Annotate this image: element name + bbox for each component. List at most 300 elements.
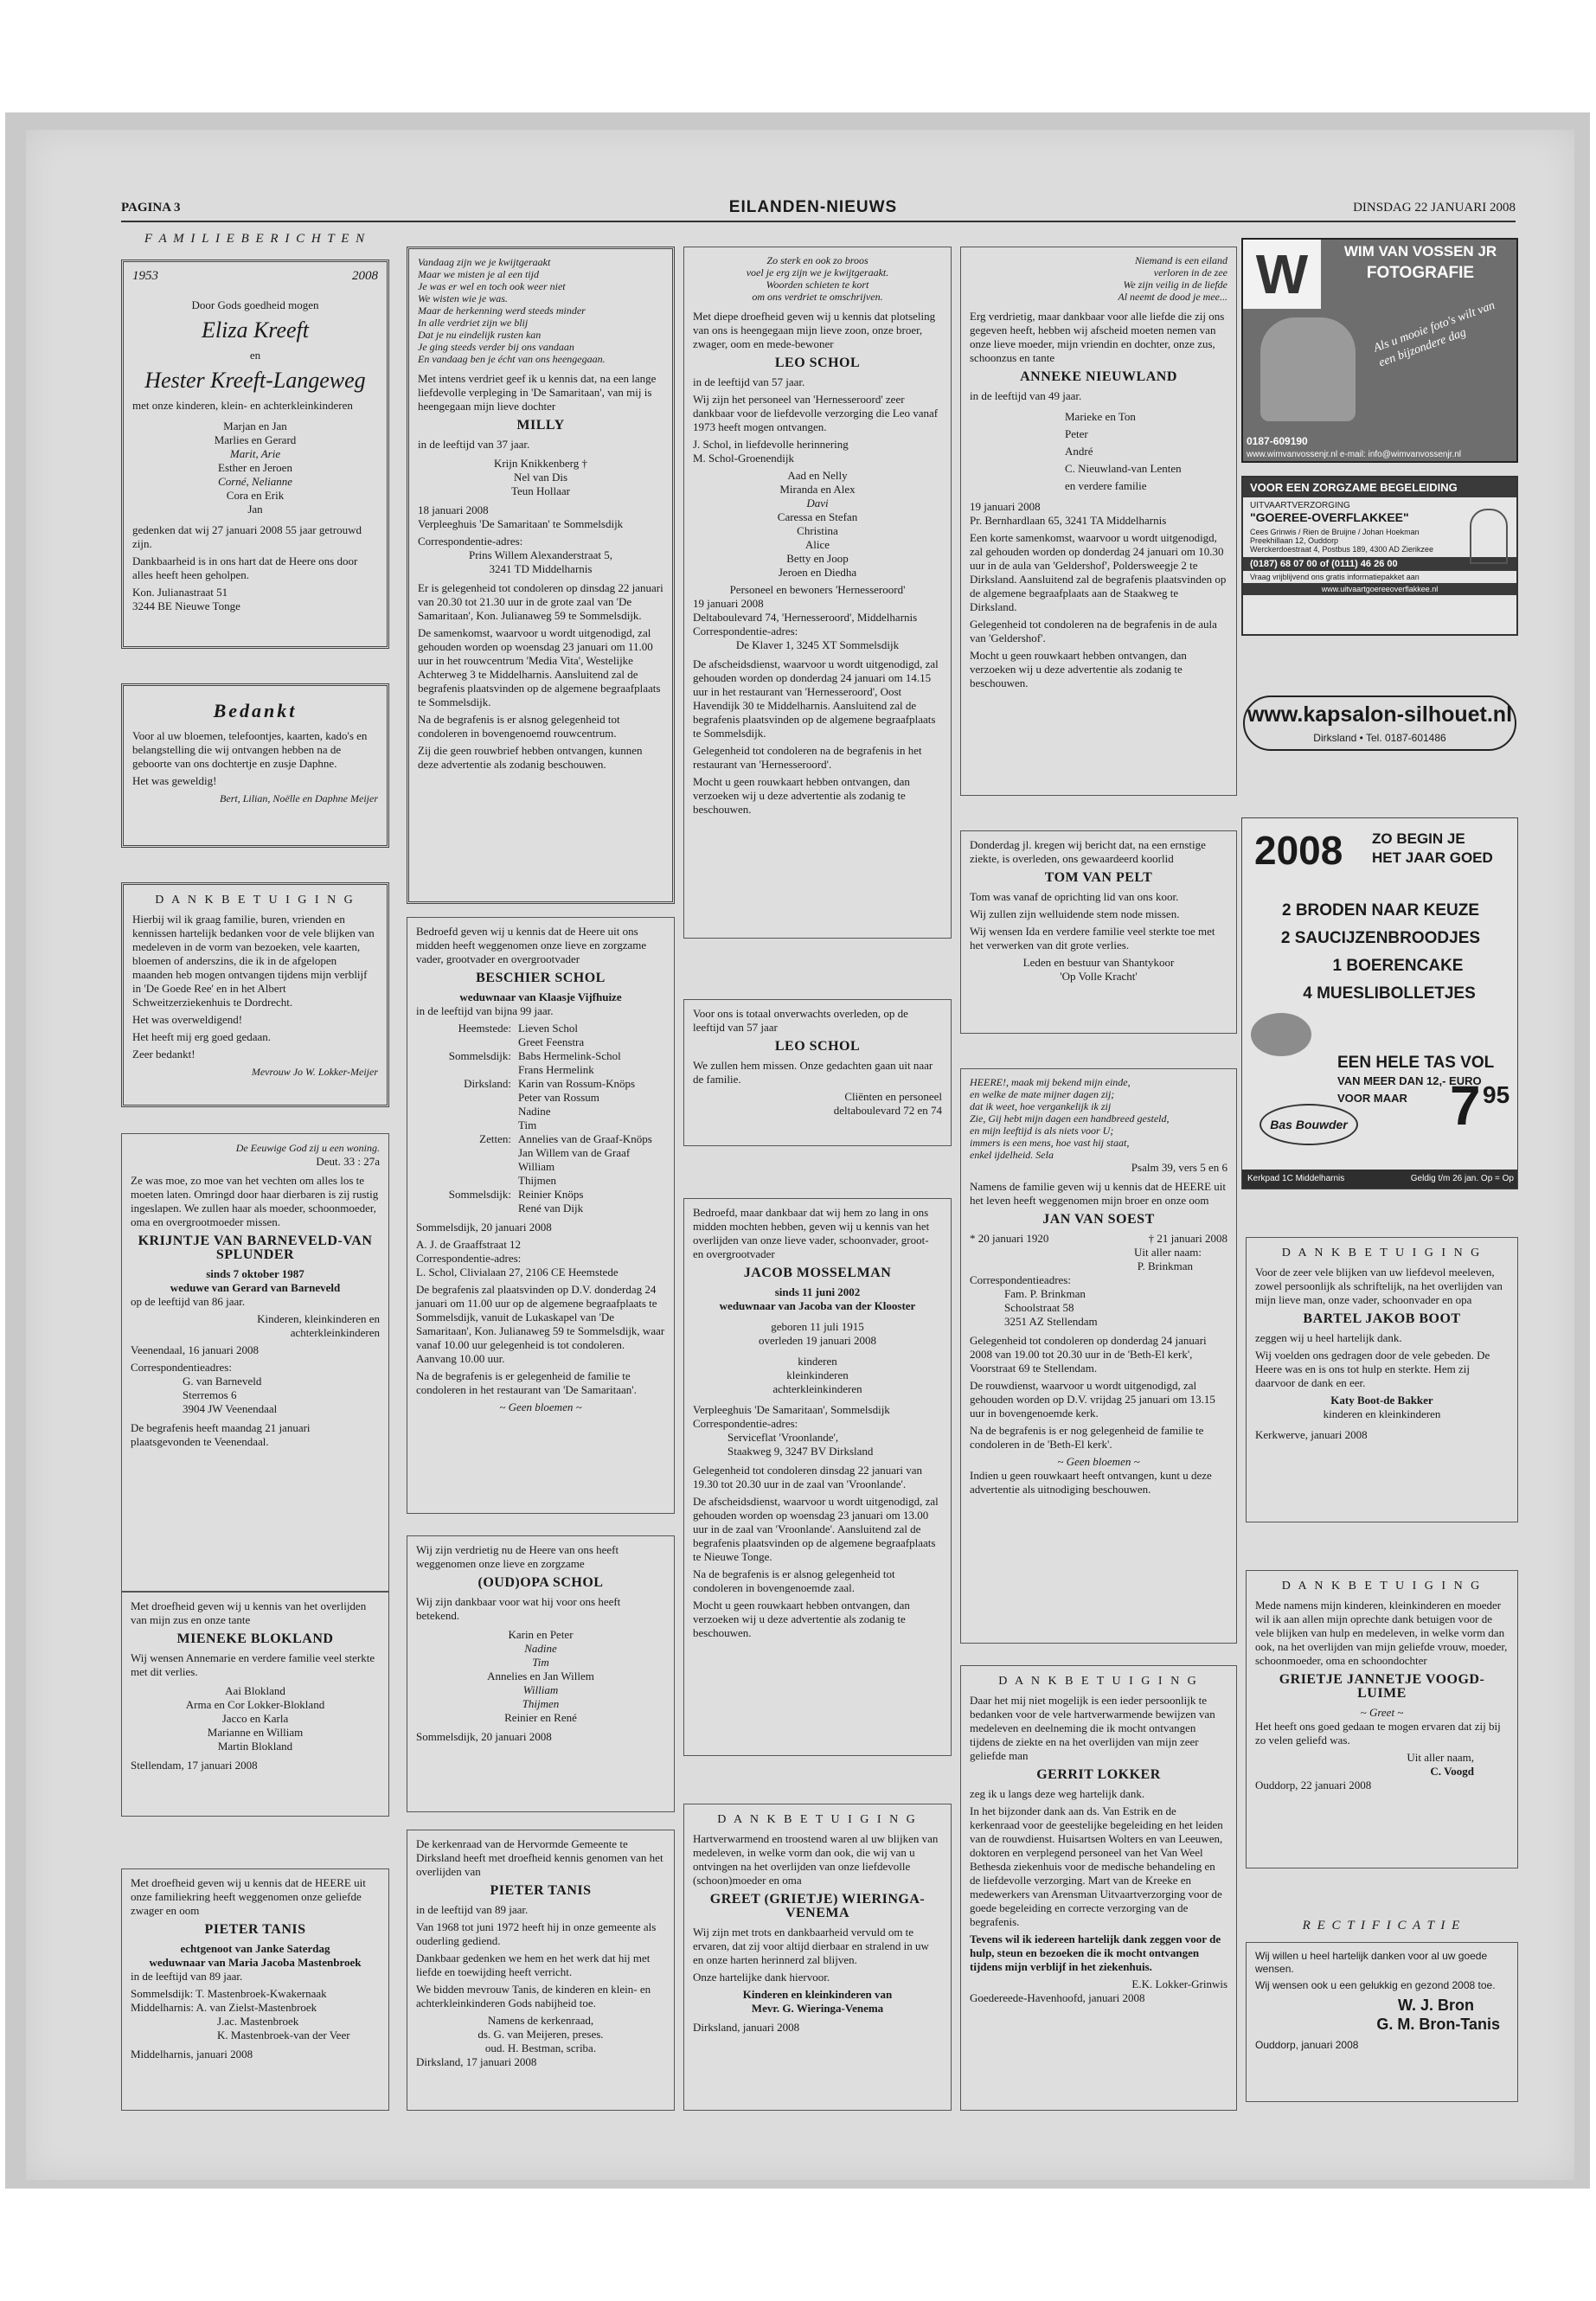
family-member: René van Dijk xyxy=(518,1202,584,1215)
family-line: Martin Blokland xyxy=(217,1740,293,1753)
place: Sommelsdijk, 20 januari 2008 xyxy=(416,1221,552,1234)
text-3: Onze hartelijke dank hiervoor. xyxy=(693,1971,830,1984)
text-1: met onze kinderen, klein- en achterkleinkinderen xyxy=(132,399,353,412)
text-2: Het was overweldigend! xyxy=(132,1013,243,1026)
text-3: Wij voelden ons gedragen door de vele gebeden. De Heere was en is ons tot hulp en sterkte. Hem zij daarvoor de dank en eer. xyxy=(1255,1349,1490,1389)
text-2: Het was geweldig! xyxy=(132,774,217,787)
sign-line: Mevr. G. Wieringa-Venema xyxy=(751,2002,884,2015)
rectificatie-title: R E C T I F I C A T I E xyxy=(1302,1919,1462,1932)
sign-line: deltaboulevard 72 en 74 xyxy=(833,1104,942,1117)
notice-rectificatie xyxy=(1246,1942,1518,2102)
family-member: Annelies van de Graaf-Knöps xyxy=(518,1132,652,1145)
age: op de leeftijd van 86 jaar. xyxy=(131,1295,246,1308)
family-line: achterkleinkinderen xyxy=(772,1382,862,1395)
poem-line: Je was er wel en toch ook weer niet xyxy=(418,280,566,292)
family-place: Dirksland: xyxy=(464,1077,511,1090)
place: Pr. Bernhardlaan 65, 3241 TA Middelharnis xyxy=(970,514,1167,527)
notice-bedankt xyxy=(121,683,389,848)
died: overleden 19 januari 2008 xyxy=(758,1334,877,1347)
family-line: Peter xyxy=(1065,427,1088,440)
family-line: Nel van Dis xyxy=(513,471,568,484)
brand-line-1: WIM VAN VOSSEN JR xyxy=(1343,243,1497,260)
family-row xyxy=(416,1049,665,1063)
family-member: Jan Willem van de Graaf xyxy=(518,1146,631,1159)
address: Kon. Julianastraat 51 xyxy=(132,586,228,599)
text-4: Zeer bedankt! xyxy=(132,1048,195,1061)
sign-line: 'Op Volle Kracht' xyxy=(1060,970,1138,983)
page-number: PAGINA 3 xyxy=(121,201,181,215)
name: GREET (GRIETJE) WIERINGA-VENEMA xyxy=(709,1892,926,1920)
quote: De Eeuwige God zij u een woning. xyxy=(235,1142,380,1154)
sign-line: C. Voogd xyxy=(1430,1765,1474,1778)
thanks: Zij die geen rouwbrief hebben ontvangen, kunnen deze advertentie als zodanig beschouwen. xyxy=(418,744,643,771)
age: in de leeftijd van 49 jaar. xyxy=(970,389,1082,402)
offer-item: 2 BRODEN NAAR KEUZE xyxy=(1281,901,1480,920)
validity: Geldig t/m 26 jan. Op = Op xyxy=(1410,1174,1514,1183)
section-title: F A M I L I E B E R I C H T E N xyxy=(144,232,367,246)
name: TOM VAN PELT xyxy=(1044,870,1153,885)
thanks: Mocht u geen rouwkaart hebben ontvangen, dan verzoeken wij u deze advertentie als zodanig te beschouwen. xyxy=(970,649,1187,689)
company-name: "GOEREE-OVERFLAKKEE" xyxy=(1250,510,1409,524)
sign-line: Uit aller naam, xyxy=(1407,1751,1474,1764)
name: (OUD)OPA SCHOL xyxy=(478,1575,604,1590)
text: Bedroefd, maar dankbaar dat wij hem zo lang in ons midden mochten hebben, geven wij u kennis van het overlijden van onze lieve vader, schoonvader, groot- en overgrootvader xyxy=(693,1206,930,1260)
family-line: Aad en Nelly xyxy=(787,469,848,482)
intro: Door Gods goedheid mogen xyxy=(191,298,319,311)
ad-subtitle: UITVAARTVERZORGING xyxy=(1250,501,1350,510)
text: Ze was moe, zo moe van het vechten om alles los te moeten laten. Omringd door haar dierbaren is zij rustig ingeslapen. We zullen haar als moeder, schoonmoeder, oma en overgrootmoeder missen. xyxy=(131,1174,379,1228)
offer-item: 2 SAUCIJZENBROODJES xyxy=(1280,929,1481,947)
text: Met diepe droefheid geven wij u kennis dat plotseling van ons is heengegaan mijn lieve zoon, onze broer, zwager, oom en mede-bewoner xyxy=(693,310,936,350)
after: Na de begrafenis is er alsnog gelegenheid tot condoleren in bovengenoemde zaal. xyxy=(693,1567,895,1594)
after: Na de begrafenis is er alsnog gelegenheid tot condoleren in bovengenoemd rouwcentrum. xyxy=(418,713,620,740)
sign-line: Katy Boot-de Bakker xyxy=(1330,1394,1433,1407)
text-4: Tevens wil ik iedereen hartelijk dank zeggen voor de hulp, steun en bezoeken die ik mocht ontvangen tijdens mijn verblijf in het ziekenhuis. xyxy=(970,1932,1221,1973)
family-line: J.ac. Mastenbroek xyxy=(217,2015,299,2028)
family-line: Esther en Jeroen xyxy=(218,461,292,474)
poem-line: Woorden schieten te kort xyxy=(766,279,869,291)
family-member: Greet Feenstra xyxy=(518,1035,585,1048)
place: Deltaboulevard 74, 'Hernesseroord', Middelharnis xyxy=(693,611,918,624)
notice-lokker xyxy=(960,1665,1237,2111)
brand-line-2: FOTOGRAFIE xyxy=(1366,264,1475,282)
since: sinds 7 oktober 1987 xyxy=(206,1267,304,1280)
sign-line: oud. H. Bestman, scriba. xyxy=(484,2041,597,2054)
corr-line: Prins Willem Alexanderstraat 5, xyxy=(468,548,613,561)
name: BESCHIER SCHOL xyxy=(476,971,606,985)
condolence: Gelegenheid tot condoleren na de begrafenis in de aula van 'Geldershof'. xyxy=(970,618,1217,644)
corr-line: 3251 AZ Stellendam xyxy=(1004,1315,1098,1328)
corr-line: De Klaver 1, 3245 XT Sommelsdijk xyxy=(735,638,900,651)
ad-title: VOOR EEN ZORGZAME BEGELEIDING xyxy=(1243,478,1516,497)
age: in de leeftijd van 89 jaar. xyxy=(131,1970,243,1983)
family-row xyxy=(416,1105,665,1118)
family-line: Marieke en Ton xyxy=(1065,410,1136,423)
family-line: Jeroen en Diedha xyxy=(778,566,857,579)
text: Wij willen u heel hartelijk danken voor al uw goede wensen. xyxy=(1255,1950,1488,1975)
age: in de leeftijd van 37 jaar. xyxy=(418,438,530,451)
condolence: Gelegenheid tot condoleren dinsdag 22 januari van 19.30 tot 20.30 uur in de zaal van 'Vroonlande'. xyxy=(693,1464,922,1490)
text-2: Van 1968 tot juni 1972 heeft hij in onze gemeente als ouderling gediend. xyxy=(416,1920,657,1947)
family-line: Tim xyxy=(532,1656,549,1669)
family-line: Jacco en Karla xyxy=(221,1712,289,1725)
header-rule xyxy=(121,221,1516,222)
family-member: Nadine xyxy=(518,1105,551,1118)
text-2: zeggen wij u heel hartelijk dank. xyxy=(1255,1331,1402,1344)
text: Voor de zeer vele blijken van uw liefdevol meeleven, zowel persoonlijk als schriftelijk, na het overlijden van mijn lieve man, onze vader, schoonvader en opa xyxy=(1255,1266,1503,1306)
thanks: Indien u geen rouwkaart heeft ontvangen, kunt u deze advertentie als uitnodiging beschouwen. xyxy=(970,1469,1212,1496)
condolence: Gelegenheid tot condoleren op donderdag 24 januari 2008 van 19.00 tot 20.30 uur in de 'Beth-El kerk', Voorstraat 69 te Stellendam. xyxy=(970,1334,1207,1375)
sign-line: Cliënten en personeel xyxy=(844,1090,942,1103)
name: KRIJNTJE VAN BARNEVELD-VAN SPLUNDER xyxy=(138,1234,373,1262)
lamp-icon xyxy=(1470,509,1508,564)
family-line: kinderen xyxy=(798,1355,837,1368)
notice-leo-schol-clients xyxy=(683,999,952,1146)
staff: Personeel en bewoners 'Hernesseroord' xyxy=(729,583,906,596)
text: Met intens verdriet geef ik u kennis dat, na een lange liefdevolle verpleging in 'De Samaritaan', van mij is heengegaan mijn lieve dochter xyxy=(418,372,657,413)
text: Wij zijn verdrietig nu de Heere van ons heeft weggenomen onze lieve en zorgzame xyxy=(416,1543,619,1570)
notice-nieuwland xyxy=(960,247,1237,796)
text-2: Wij zijn dankbaar voor wat hij voor ons heeft betekend. xyxy=(416,1595,621,1622)
name: PIETER TANIS xyxy=(490,1883,592,1898)
sign-line: ds. G. van Meijeren, preses. xyxy=(478,2028,604,2041)
name: GERRIT LOKKER xyxy=(1036,1767,1161,1782)
poem-line: Maar we misten je al een tijd xyxy=(418,268,539,280)
text-3: Dankbaarheid is in ons hart dat de Heere ons door alles heeft heen geholpen. xyxy=(132,554,358,581)
condolence: Gelegenheid tot condoleren na de begrafenis in het restaurant van 'Hernesseroord'. xyxy=(693,744,922,771)
born: geboren 11 juli 1915 xyxy=(771,1320,864,1333)
poem-line: Zo sterk en ook zo broos xyxy=(766,254,869,266)
family-row xyxy=(416,1188,665,1202)
corr-label: Correspondentieadres: xyxy=(131,1361,232,1374)
name: GRIETJE JANNETJE VOOGD-LUIME xyxy=(1279,1672,1485,1701)
funeral: De begrafenis zal plaatsvinden op D.V. donderdag 24 januari om 11.00 uur op de algemene begraafplaats te Sommelsdijk, vanuit de Lukaskapel van 'De Samaritaan', Kon. Julianaweg 59 te Sommelsdijk, waar vanaf 10.00 uur gelegenheid is tot condoleren. Aanvang 10.00 uur. xyxy=(416,1283,665,1365)
poem-line: enkel ijdelheid. Sela xyxy=(970,1149,1054,1161)
family-row xyxy=(416,1146,665,1160)
family-line: Aai Blokland xyxy=(225,1684,285,1697)
name-2: Hester Kreeft-Langeweg xyxy=(144,368,366,393)
text-2: Het heeft ons goed gedaan te mogen ervaren dat zij bij zo velen geliefd was. xyxy=(1255,1720,1501,1747)
since: sinds 11 juni 2002 xyxy=(774,1285,861,1298)
family-line: Middelharnis: A. van Zielst-Mastenbroek xyxy=(131,2001,317,2014)
notice-van-soest xyxy=(960,1068,1237,1644)
family-place xyxy=(416,1118,518,1132)
date: 19 januari 2008 xyxy=(693,597,764,610)
notice-milly xyxy=(407,247,675,904)
corr-label: Correspondentie-adres: xyxy=(693,1417,798,1430)
notice-mosselman xyxy=(683,1198,952,1756)
address: Kerkpad 1C Middelharnis xyxy=(1247,1174,1345,1183)
notice-dankbetuiging-meijer xyxy=(121,882,389,1107)
year-end: 2008 xyxy=(352,269,378,283)
slogan-2: HET JAAR GOED xyxy=(1372,849,1493,866)
family-place: Sommelsdijk: xyxy=(448,1188,511,1201)
notice-boot xyxy=(1246,1237,1518,1522)
text: Hierbij wil ik graag familie, buren, vrienden en kennissen hartelijk bedanken voor de vele blijken van medeleven in de vorm van bezoeken, vele kaarten, bloemen of anderszins, die ik in de afgelopen maanden heb mogen ontvangen tijdens mijn verblijf in 'De Goede Ree' en in het Albert Schweitzerziekenhuis te Dordrecht. xyxy=(132,913,375,1009)
family-line: J. Schol, in liefdevolle herinnering xyxy=(693,438,849,451)
notice-kreeft xyxy=(121,260,389,649)
text: Donderdag jl. kregen wij bericht dat, na een ernstige ziekte, is overleden, ons gewaardeerd koorlid xyxy=(970,838,1206,865)
text-2: Wij wensen ook u een gelukkig en gezond 2008 toe. xyxy=(1255,1979,1496,1991)
poem-line: Maar de herkenning werd steeds minder xyxy=(418,304,586,317)
name: JAN VAN SOEST xyxy=(1042,1212,1155,1227)
family-member: Reinier Knöps xyxy=(518,1188,584,1201)
family-member: William xyxy=(518,1160,555,1173)
website[interactable]: www.kapsalon-silhouet.nl xyxy=(1247,702,1513,727)
poem-line: Niemand is een eiland xyxy=(1135,254,1227,266)
family-line: C. Nieuwland-van Lenten xyxy=(1065,462,1182,475)
family-place xyxy=(416,1174,518,1188)
text: Mede namens mijn kinderen, kleinkinderen en moeder wil ik aan allen mijn oprechte dank betuigen voor de vele blijken van hulp en medeleven, in welke vorm dan ook, na het overlijden van mijn geliefde vrouw, moeder, schoonmoeder, oma en schoondochter xyxy=(1255,1599,1508,1667)
notice-barneveld xyxy=(121,1133,389,1592)
family-line: Cora en Erik xyxy=(226,489,285,502)
poem-line: We wisten wie je was. xyxy=(418,292,508,304)
offer-item: 1 BOERENCAKE xyxy=(1332,957,1464,975)
page-date: DINSDAG 22 JANUARI 2008 xyxy=(1353,201,1516,215)
poem-line: HEERE!, maak mij bekend mijn einde, xyxy=(970,1076,1131,1088)
place: Ouddorp, 22 januari 2008 xyxy=(1255,1779,1372,1791)
family-line: en verdere familie xyxy=(1065,479,1147,492)
place: Dirksland, januari 2008 xyxy=(693,2021,800,2034)
family-line: Reinier en René xyxy=(504,1711,577,1724)
sub-1: echtgenoot van Janke Saterdag xyxy=(180,1942,330,1955)
text-4: Wij wensen Ida en verdere familie veel sterkte toe met het verwerken van dit grote verlies. xyxy=(970,925,1215,952)
notice-wieringa xyxy=(683,1804,952,2111)
age: in de leeftijd van 89 jaar. xyxy=(416,1903,529,1916)
family-row xyxy=(416,1160,665,1174)
family-place xyxy=(416,1202,518,1215)
text: Voor al uw bloemen, telefoontjes, kaarten, kado's en belangstelling die wij ontvangen hebben na de geboorte van ons dochtertje en zusje Daphne. xyxy=(132,729,368,770)
place: Stellendam, 17 januari 2008 xyxy=(131,1759,258,1772)
poem-line: Je ging steeds verder bij ons vandaan xyxy=(418,341,574,353)
place: Goedereede-Havenhoofd, januari 2008 xyxy=(970,1991,1145,2004)
family-line: Teun Hollaar xyxy=(510,484,571,497)
corr-line: 3904 JW Veenendaal xyxy=(183,1402,278,1415)
family-member: Babs Hermelink-Schol xyxy=(518,1049,621,1062)
service: De rouwdienst, waarvoor u wordt uitgenodigd, zal gehouden worden op D.V. vrijdag 25 januari om 13.15 uur in bovengenoemde kerk. xyxy=(970,1379,1215,1420)
name: MILLY xyxy=(516,418,565,433)
family-row xyxy=(416,1132,665,1146)
signature: Bert, Lilian, Noëlle en Daphne Meijer xyxy=(220,792,378,804)
family-line: Sommelsdijk: T. Mastenbroek-Kwakernaak xyxy=(131,1987,327,2000)
condolence: Er is gelegenheid tot condoleren op dinsdag 22 januari van 20.30 tot 21.30 uur in de grote zaal van 'De Samaritaan', Kon. Julianaweg 59 te Sommelsdijk. xyxy=(418,581,663,622)
phone: (0187) 68 07 00 of (0111) 46 26 00 xyxy=(1243,557,1516,571)
flowers: ~ Geen bloemen ~ xyxy=(1057,1455,1140,1468)
sign-line: W. J. Bron xyxy=(1397,1997,1474,2014)
family-row xyxy=(416,1077,665,1091)
text-3: In het bijzonder dank aan ds. Van Estrik en de kerkenraad voor de geestelijke begeleiding en het leiden van de rouwdienst. Huisartsen Wolters en van Leeuwen, doktoren en verplegend personeel van het Van Weel Bethesda ziekenhuis voor de medische behandeling en de liefdevolle verzorging. Mart van de Kreeke en medewerkers van Arensman Uitvaartverzorging voor de goede begeleiding en correcte verzorging van de begrafenis. xyxy=(970,1804,1223,1928)
text-2: Wij zijn met trots en dankbaarheid vervuld om te ervaren, dat zij voor altijd dierbaar en stralend in uw en onze harten herinnerd zal blijven. xyxy=(693,1926,929,1966)
text-3: Wij zullen zijn welluidende stem node missen. xyxy=(970,907,1180,920)
wedding-photo xyxy=(1260,317,1356,421)
signature: E.K. Lokker-Grinwis xyxy=(1131,1977,1227,1990)
poem-line: voel je erg zijn we je kwijtgeraakt. xyxy=(746,266,889,279)
sub-2: weduwnaar van Maria Jacoba Mastenbroek xyxy=(149,1956,362,1969)
signature: Mevrouw Jo W. Lokker-Meijer xyxy=(251,1066,378,1078)
website[interactable]: www.uitvaartgoereeoverflakkee.nl xyxy=(1243,583,1516,595)
widow: weduwnaar van Jacoba van der Klooster xyxy=(719,1299,916,1312)
notice-opa-schol xyxy=(407,1535,675,1812)
name: JACOB MOSSELMAN xyxy=(743,1266,892,1280)
notice-beschier-schol xyxy=(407,917,675,1514)
title: D A N K B E T U I G I N G xyxy=(998,1675,1199,1688)
corr-line: G. van Barneveld xyxy=(183,1375,262,1388)
masthead: EILANDEN-NIEUWS xyxy=(728,198,898,216)
family-line: Jan xyxy=(247,503,263,516)
family-row xyxy=(416,1063,665,1077)
family-line: K. Mastenbroek-van der Veer xyxy=(217,2029,350,2041)
title: D A N K B E T U I G I N G xyxy=(717,1813,918,1826)
phone: 0187-609190 xyxy=(1247,435,1308,447)
notice-tanis xyxy=(121,1868,389,2111)
text: Hartverwarmend en troostend waren al uw blijken van medeleven, in welke vorm dan ook, die wij van u ontvingen na het overlijden van onze liefdevolle (schoon)moeder en oma xyxy=(693,1832,939,1887)
nickname: ~ Greet ~ xyxy=(1360,1706,1404,1719)
text: De kerkenraad van de Hervormde Gemeente te Dirksland heeft met droefheid kennis genomen van het overlijden van xyxy=(416,1837,663,1878)
family-line: Annelies en Jan Willem xyxy=(487,1670,594,1682)
notice-leo-schol xyxy=(683,247,952,939)
poem-line: immers is een mens, hoe vast hij staat, xyxy=(970,1137,1130,1149)
family-list xyxy=(416,1022,665,1215)
text: Erg verdrietig, maar dankbaar voor alle liefde die zij ons gegeven heeft, hebben wij afscheid moeten nemen van onze lieve moeder, mijn vriendin en dochter, onze zus, schoonzus en tante xyxy=(970,310,1225,364)
ad-bakker xyxy=(1241,817,1518,1189)
corr-line: Fam. P. Brinkman xyxy=(1004,1287,1086,1300)
sign-line: Namens de kerkenraad, xyxy=(487,2014,594,2027)
family-row xyxy=(416,1174,665,1188)
text: Bedroefd geven wij u kennis dat de Heere uit ons midden heeft weggenomen onze lieve en zorgzame vader, grootvader en overgrootvader xyxy=(416,925,647,965)
bread-image xyxy=(1251,1013,1311,1056)
for-only: VOOR MAAR xyxy=(1337,1092,1407,1105)
place: Sommelsdijk, 20 januari 2008 xyxy=(416,1730,552,1743)
service: De afscheidsdienst, waarvoor u wordt uitgenodigd, zal gehouden worden op donderdag 24 januari om 14.15 uur in het restaurant van 'Hernesseroord', Oost Havendijk 30 te Middelharnis. Aansluitend zal de begrafenis plaatsvinden op de algemene begraafplaats te Sommelsdijk. xyxy=(693,657,939,740)
place: Verpleeghuis 'De Samaritaan' te Sommelsdijk xyxy=(418,517,624,530)
address: 3244 BE Nieuwe Tonge xyxy=(132,599,240,612)
corr-label: Correspondentie-adres: xyxy=(416,1252,522,1265)
family-place: Sommelsdijk: xyxy=(448,1049,511,1062)
widow: weduwe van Gerard van Barneveld xyxy=(170,1281,341,1294)
corr-line: Sterremos 6 xyxy=(183,1388,237,1401)
name: LEO SCHOL xyxy=(774,356,861,370)
sign-line: P. Brinkman xyxy=(1137,1259,1193,1272)
text-2: Wij zijn het personeel van 'Hernesseroord' zeer dankbaar voor de liefdevolle verzorging die Leo vanaf 1973 heeft mogen ontvangen. xyxy=(693,393,939,433)
family-member: Peter van Rossum xyxy=(518,1091,599,1104)
family-line: Arma en Cor Lokker-Blokland xyxy=(185,1698,325,1711)
title: Bedankt xyxy=(213,700,298,721)
poem-line: We zijn veilig in de liefde xyxy=(1123,279,1227,291)
poem-line: verloren in de zee xyxy=(1153,266,1227,279)
thanks: Mocht u geen rouwkaart hebben ontvangen, dan verzoeken wij u deze advertentie als zodanig te beschouwen. xyxy=(693,775,910,816)
family-line: Karin en Peter xyxy=(508,1628,574,1641)
offer-item: 4 MUESLIBOLLETJES xyxy=(1303,984,1476,1003)
date: 19 januari 2008 xyxy=(970,500,1041,513)
psalm-ref: Psalm 39, vers 5 en 6 xyxy=(1131,1161,1227,1174)
year: 2008 xyxy=(1254,828,1343,873)
price: 7 xyxy=(1450,1074,1481,1137)
text-2: gedenken dat wij 27 januari 2008 55 jaar getrouwd zijn. xyxy=(132,523,362,550)
name: ANNEKE NIEUWLAND xyxy=(1020,369,1177,384)
family-row xyxy=(416,1202,665,1215)
text: Voor ons is totaal onverwachts overleden, op de leeftijd van 57 jaar xyxy=(693,1007,908,1034)
sign-line: G. M. Bron-Tanis xyxy=(1376,2016,1500,2033)
w-logo-icon: W xyxy=(1243,240,1321,309)
funeral: De begrafenis heeft maandag 21 januari plaatsgevonden te Veenendaal. xyxy=(131,1421,311,1448)
corr-line: Serviceflat 'Vroonlande', xyxy=(727,1431,839,1444)
sign-line: Kinderen en kleinkinderen van xyxy=(742,1988,893,2001)
text-4: We bidden mevrouw Tanis, de kinderen en klein- en achterkleinkinderen Gods nabijheid toe. xyxy=(416,1983,651,2009)
year-start: 1953 xyxy=(132,269,158,283)
family-line: Alice xyxy=(804,538,830,551)
corr-line: 3241 TD Middelharnis xyxy=(489,562,593,575)
age: in de leeftijd van bijna 99 jaar. xyxy=(416,1004,554,1017)
contact: Dirksland • Tel. 0187-601486 xyxy=(1313,732,1446,744)
family-member: Tim xyxy=(518,1118,537,1131)
flowers: ~ Geen bloemen ~ xyxy=(499,1400,582,1413)
ad-uitvaart xyxy=(1241,476,1518,636)
family-line: Thijmen xyxy=(522,1697,560,1710)
date: 18 januari 2008 xyxy=(418,503,489,516)
price-cents: 95 xyxy=(1483,1081,1510,1108)
family-place xyxy=(416,1146,518,1160)
kids: Kinderen, kleinkinderen en achterkleinkinderen xyxy=(257,1312,380,1339)
family-row xyxy=(416,1118,665,1132)
family-row xyxy=(416,1022,665,1035)
family-line: William xyxy=(522,1683,559,1696)
text: Daar het mij niet mogelijk is een ieder persoonlijk te bedanken voor de vele hartverwarmende bewijzen van medeleven en deelneming die ik mocht ontvangen tijdens de ziekte en na het overlijden van mijn zeer geliefde man xyxy=(970,1694,1215,1762)
poem-line: In alle verdriet zijn we blij xyxy=(418,317,529,329)
text: Namens de familie geven wij u kennis dat de HEERE uit het leven heeft weggenomen mijn broer en onze oom xyxy=(970,1180,1227,1207)
born: * 20 januari 1920 xyxy=(970,1232,1049,1245)
poem-line: Al neemt de dood je mee... xyxy=(1118,291,1227,303)
service: De samenkomst, waarvoor u wordt uitgenodigd, zal gehouden worden op woensdag 23 januari om 11.00 uur in het rouwcentrum 'Media Vita', Westelijke Achterweg 3 te Middelharnis. Aansluitend zal de begrafenis plaatsvinden op de algemene begraafplaats te Sommelsdijk. xyxy=(418,626,661,708)
website[interactable]: www.wimvanvossenjr.nl e-mail: info@wimvanvossenjr.nl xyxy=(1247,450,1462,459)
notice-kerkenraad xyxy=(407,1830,675,2111)
notice-blokland xyxy=(121,1592,389,1817)
bag-offer: EEN HELE TAS VOL xyxy=(1337,1054,1495,1072)
family-place xyxy=(416,1091,518,1105)
place: Dirksland, 17 januari 2008 xyxy=(416,2055,537,2068)
family-line: Krijn Knikkenberg † xyxy=(493,457,588,470)
bakery-logo: Bas Bouwder xyxy=(1259,1104,1358,1145)
text-2: Wij wensen Annemarie en verdere familie veel sterkte met dit verlies. xyxy=(131,1651,375,1678)
family-line: Nadine xyxy=(524,1642,557,1655)
family-line: André xyxy=(1065,445,1093,458)
name: LEO SCHOL xyxy=(774,1039,861,1054)
slogan-1: ZO BEGIN JE xyxy=(1372,830,1465,847)
text-2: We zullen hem missen. Onze gedachten gaan uit naar de familie. xyxy=(693,1059,933,1086)
place: Ouddorp, januari 2008 xyxy=(1255,2039,1359,2051)
name: PIETER TANIS xyxy=(204,1922,306,1937)
title: D A N K B E T U I G I N G xyxy=(1281,1247,1483,1259)
free-info: Vraag vrijblijvend ons gratis informatiepakket aan xyxy=(1250,573,1420,581)
title: D A N K B E T U I G I N G xyxy=(155,894,356,907)
family-line: Betty en Joop xyxy=(786,552,849,565)
address-line: Werckerdoestraat 4, Postbus 189, 4300 AD Zierikzee xyxy=(1250,545,1433,554)
family-place xyxy=(416,1035,518,1049)
widow: weduwnaar van Klaasje Vijfhuize xyxy=(459,990,622,1003)
died: † 21 januari 2008 xyxy=(1148,1232,1227,1245)
family-line: Caressa en Stefan xyxy=(777,510,858,523)
name: BARTEL JAKOB BOOT xyxy=(1303,1311,1461,1326)
age: in de leeftijd van 57 jaar. xyxy=(693,375,805,388)
poem-line: en mijn leeftijd is als niets voor U; xyxy=(970,1125,1114,1137)
place: Veenendaal, 16 januari 2008 xyxy=(131,1343,260,1356)
family-place xyxy=(416,1105,518,1118)
family-place xyxy=(416,1063,518,1077)
quote-ref: Deut. 33 : 27a xyxy=(316,1155,380,1168)
family-row xyxy=(416,1091,665,1105)
poem-line: En vandaag ben je écht van ons heengegaan. xyxy=(418,353,606,365)
address-line: Cees Grinwis / Rien de Bruijne / Johan Hoekman xyxy=(1250,528,1420,536)
poem-line: om ons verdriet te omschrijven. xyxy=(752,291,883,303)
